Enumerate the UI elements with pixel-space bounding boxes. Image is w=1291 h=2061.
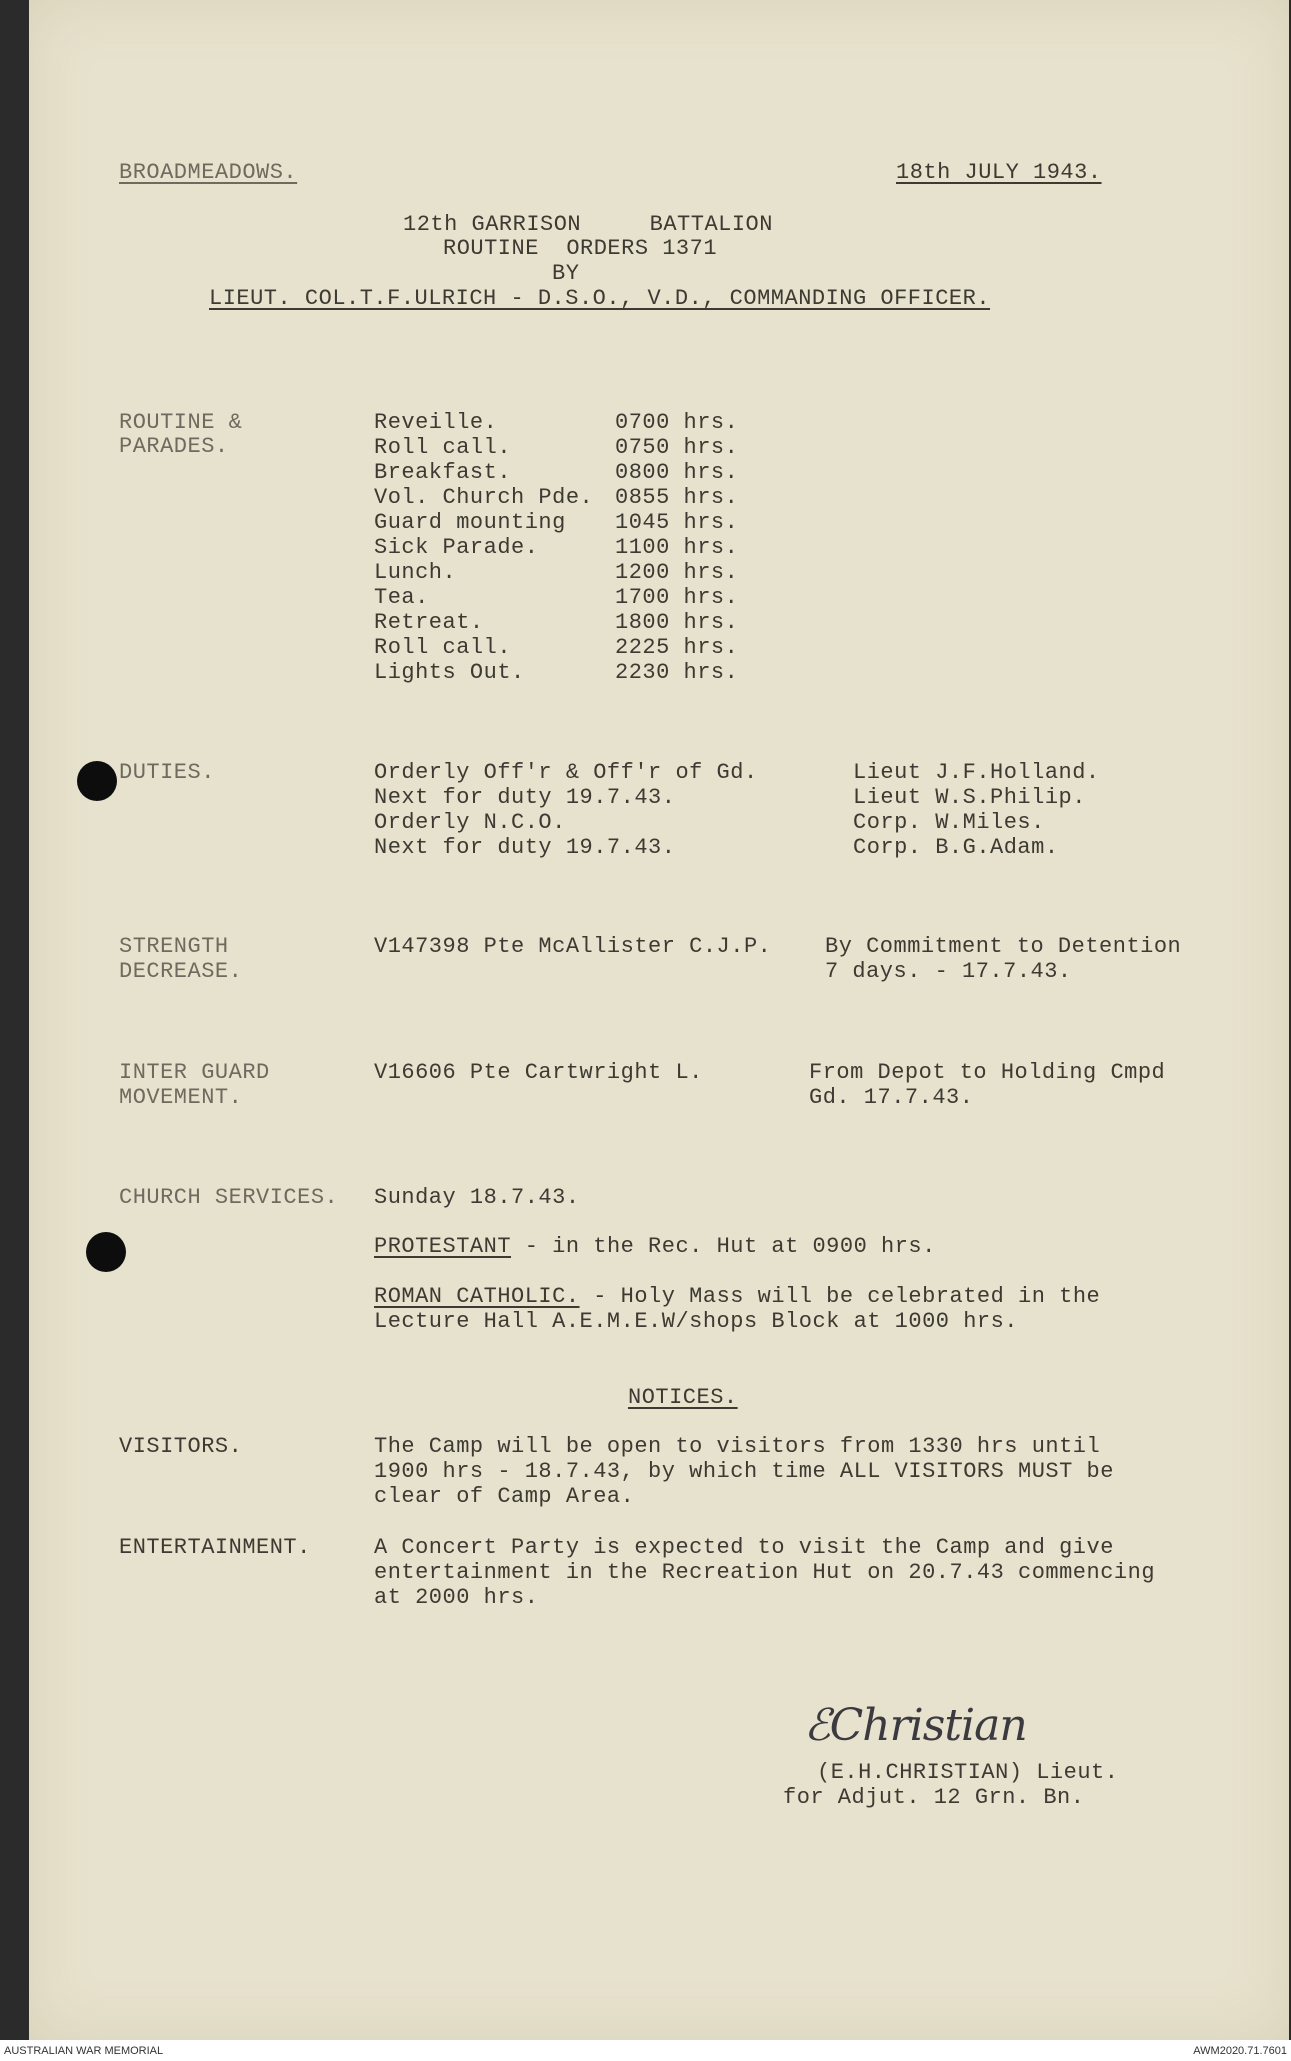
duty-item: Next for duty 19.7.43. bbox=[374, 835, 676, 860]
routine-time: 0700 hrs. bbox=[615, 410, 739, 435]
duty-item: Orderly N.C.O. bbox=[374, 810, 566, 835]
duty-person: Lieut W.S.Philip. bbox=[853, 785, 1086, 810]
duty-person: Corp. W.Miles. bbox=[853, 810, 1045, 835]
church-date: Sunday 18.7.43. bbox=[374, 1185, 580, 1210]
entertainment-text bbox=[374, 1535, 1155, 1610]
commander-line: LIEUT. COL.T.F.ULRICH - D.S.O., V.D., COMMANDING OFFICER. bbox=[209, 286, 991, 311]
strength-detail-1: By Commitment to Detention bbox=[825, 934, 1182, 959]
footer-institution: AUSTRALIAN WAR MEMORIAL bbox=[4, 2044, 164, 2057]
routine-time: 0750 hrs. bbox=[615, 435, 739, 460]
inter-guard-detail-1: From Depot to Holding Cmpd bbox=[809, 1060, 1166, 1085]
handwritten-signature: ℰChristian bbox=[804, 1700, 1027, 1751]
protestant-text: - in the Rec. Hut at 0900 hrs. bbox=[511, 1234, 936, 1259]
entertainment-line: entertainment in the Recreation Hut on 20.7.43 commencing bbox=[374, 1560, 1156, 1585]
routine-event: Tea. bbox=[374, 585, 429, 610]
duties-list bbox=[374, 760, 758, 860]
punch-hole-top bbox=[77, 761, 117, 801]
routine-time: 1700 hrs. bbox=[615, 585, 739, 610]
place-heading: BROADMEADOWS. bbox=[119, 160, 298, 185]
routine-time: 2225 hrs. bbox=[615, 635, 739, 660]
duties-heading: DUTIES. bbox=[119, 760, 215, 785]
routine-event: Lights Out. bbox=[374, 660, 525, 685]
inter-guard-heading-2: MOVEMENT. bbox=[119, 1085, 243, 1110]
visitors-text bbox=[374, 1434, 1114, 1509]
inter-guard-heading-1: INTER GUARD bbox=[119, 1060, 270, 1085]
inter-guard-detail-2: Gd. 17.7.43. bbox=[809, 1085, 974, 1110]
strength-entry: V147398 Pte McAllister C.J.P. bbox=[374, 934, 772, 959]
routine-time: 1045 hrs. bbox=[615, 510, 739, 535]
routine-time: 0800 hrs. bbox=[615, 460, 739, 485]
protestant-service bbox=[374, 1234, 936, 1259]
entertainment-line: A Concert Party is expected to visit the Camp and give bbox=[374, 1535, 1114, 1560]
inter-guard-entry: V16606 Pte Cartwright L. bbox=[374, 1060, 703, 1085]
routine-event: Guard mounting bbox=[374, 510, 566, 535]
routine-event: Reveille. bbox=[374, 410, 498, 435]
visitors-heading: VISITORS. bbox=[119, 1434, 243, 1459]
entertainment-heading: ENTERTAINMENT. bbox=[119, 1535, 311, 1560]
catholic-text: - Holy Mass will be celebrated in the bbox=[579, 1284, 1101, 1309]
routine-heading-2: PARADES. bbox=[119, 434, 229, 459]
routine-event: Breakfast. bbox=[374, 460, 512, 485]
routine-event: Sick Parade. bbox=[374, 535, 539, 560]
routine-event: Retreat. bbox=[374, 610, 484, 635]
routine-time: 1800 hrs. bbox=[615, 610, 739, 635]
duty-item: Orderly Off'r & Off'r of Gd. bbox=[374, 760, 758, 785]
catholic-text-line2: Lecture Hall A.E.M.E.W/shops Block at 1000 hrs. bbox=[374, 1309, 1019, 1334]
archive-footer bbox=[0, 2040, 1291, 2061]
routine-event: Vol. Church Pde. bbox=[374, 485, 594, 510]
visitors-line: clear of Camp Area. bbox=[374, 1484, 635, 1509]
by-line: BY bbox=[552, 261, 580, 286]
routine-event: Roll call. bbox=[374, 435, 512, 460]
catholic-label: ROMAN CATHOLIC. bbox=[374, 1284, 580, 1309]
catholic-service bbox=[374, 1284, 1100, 1309]
church-heading: CHURCH SERVICES. bbox=[119, 1185, 339, 1210]
routine-time: 0855 hrs. bbox=[615, 485, 739, 510]
notices-heading: NOTICES. bbox=[628, 1385, 738, 1410]
routine-event: Lunch. bbox=[374, 560, 457, 585]
routine-heading-1: ROUTINE & bbox=[119, 410, 243, 435]
duty-persons bbox=[853, 760, 1100, 860]
routine-events bbox=[374, 410, 593, 685]
footer-reference: AWM2020.71.7601 bbox=[1193, 2044, 1287, 2057]
date-heading: 18th JULY 1943. bbox=[896, 160, 1102, 185]
entertainment-line: at 2000 hrs. bbox=[374, 1585, 539, 1610]
punch-hole-bottom bbox=[86, 1232, 126, 1272]
strength-heading-2: DECREASE. bbox=[119, 959, 243, 984]
routine-event: Roll call. bbox=[374, 635, 512, 660]
duty-person: Lieut J.F.Holland. bbox=[853, 760, 1100, 785]
routine-time: 1200 hrs. bbox=[615, 560, 739, 585]
visitors-line: 1900 hrs - 18.7.43, by which time ALL VISITORS MUST be bbox=[374, 1459, 1114, 1484]
duty-item: Next for duty 19.7.43. bbox=[374, 785, 676, 810]
strength-heading-1: STRENGTH bbox=[119, 934, 229, 959]
visitors-line: The Camp will be open to visitors from 1330 hrs until bbox=[374, 1434, 1101, 1459]
strength-detail-2: 7 days. - 17.7.43. bbox=[825, 959, 1072, 984]
unit-title: 12th GARRISON BATTALION bbox=[403, 212, 773, 237]
document-page bbox=[29, 0, 1289, 2040]
signatory-name: (E.H.CHRISTIAN) Lieut. bbox=[817, 1760, 1119, 1785]
protestant-label: PROTESTANT bbox=[374, 1234, 512, 1259]
orders-title: ROUTINE ORDERS 1371 bbox=[443, 236, 718, 261]
routine-times bbox=[615, 410, 738, 685]
routine-time: 1100 hrs. bbox=[615, 535, 739, 560]
signatory-role: for Adjut. 12 Grn. Bn. bbox=[783, 1785, 1085, 1810]
duty-person: Corp. B.G.Adam. bbox=[853, 835, 1059, 860]
routine-time: 2230 hrs. bbox=[615, 660, 739, 685]
